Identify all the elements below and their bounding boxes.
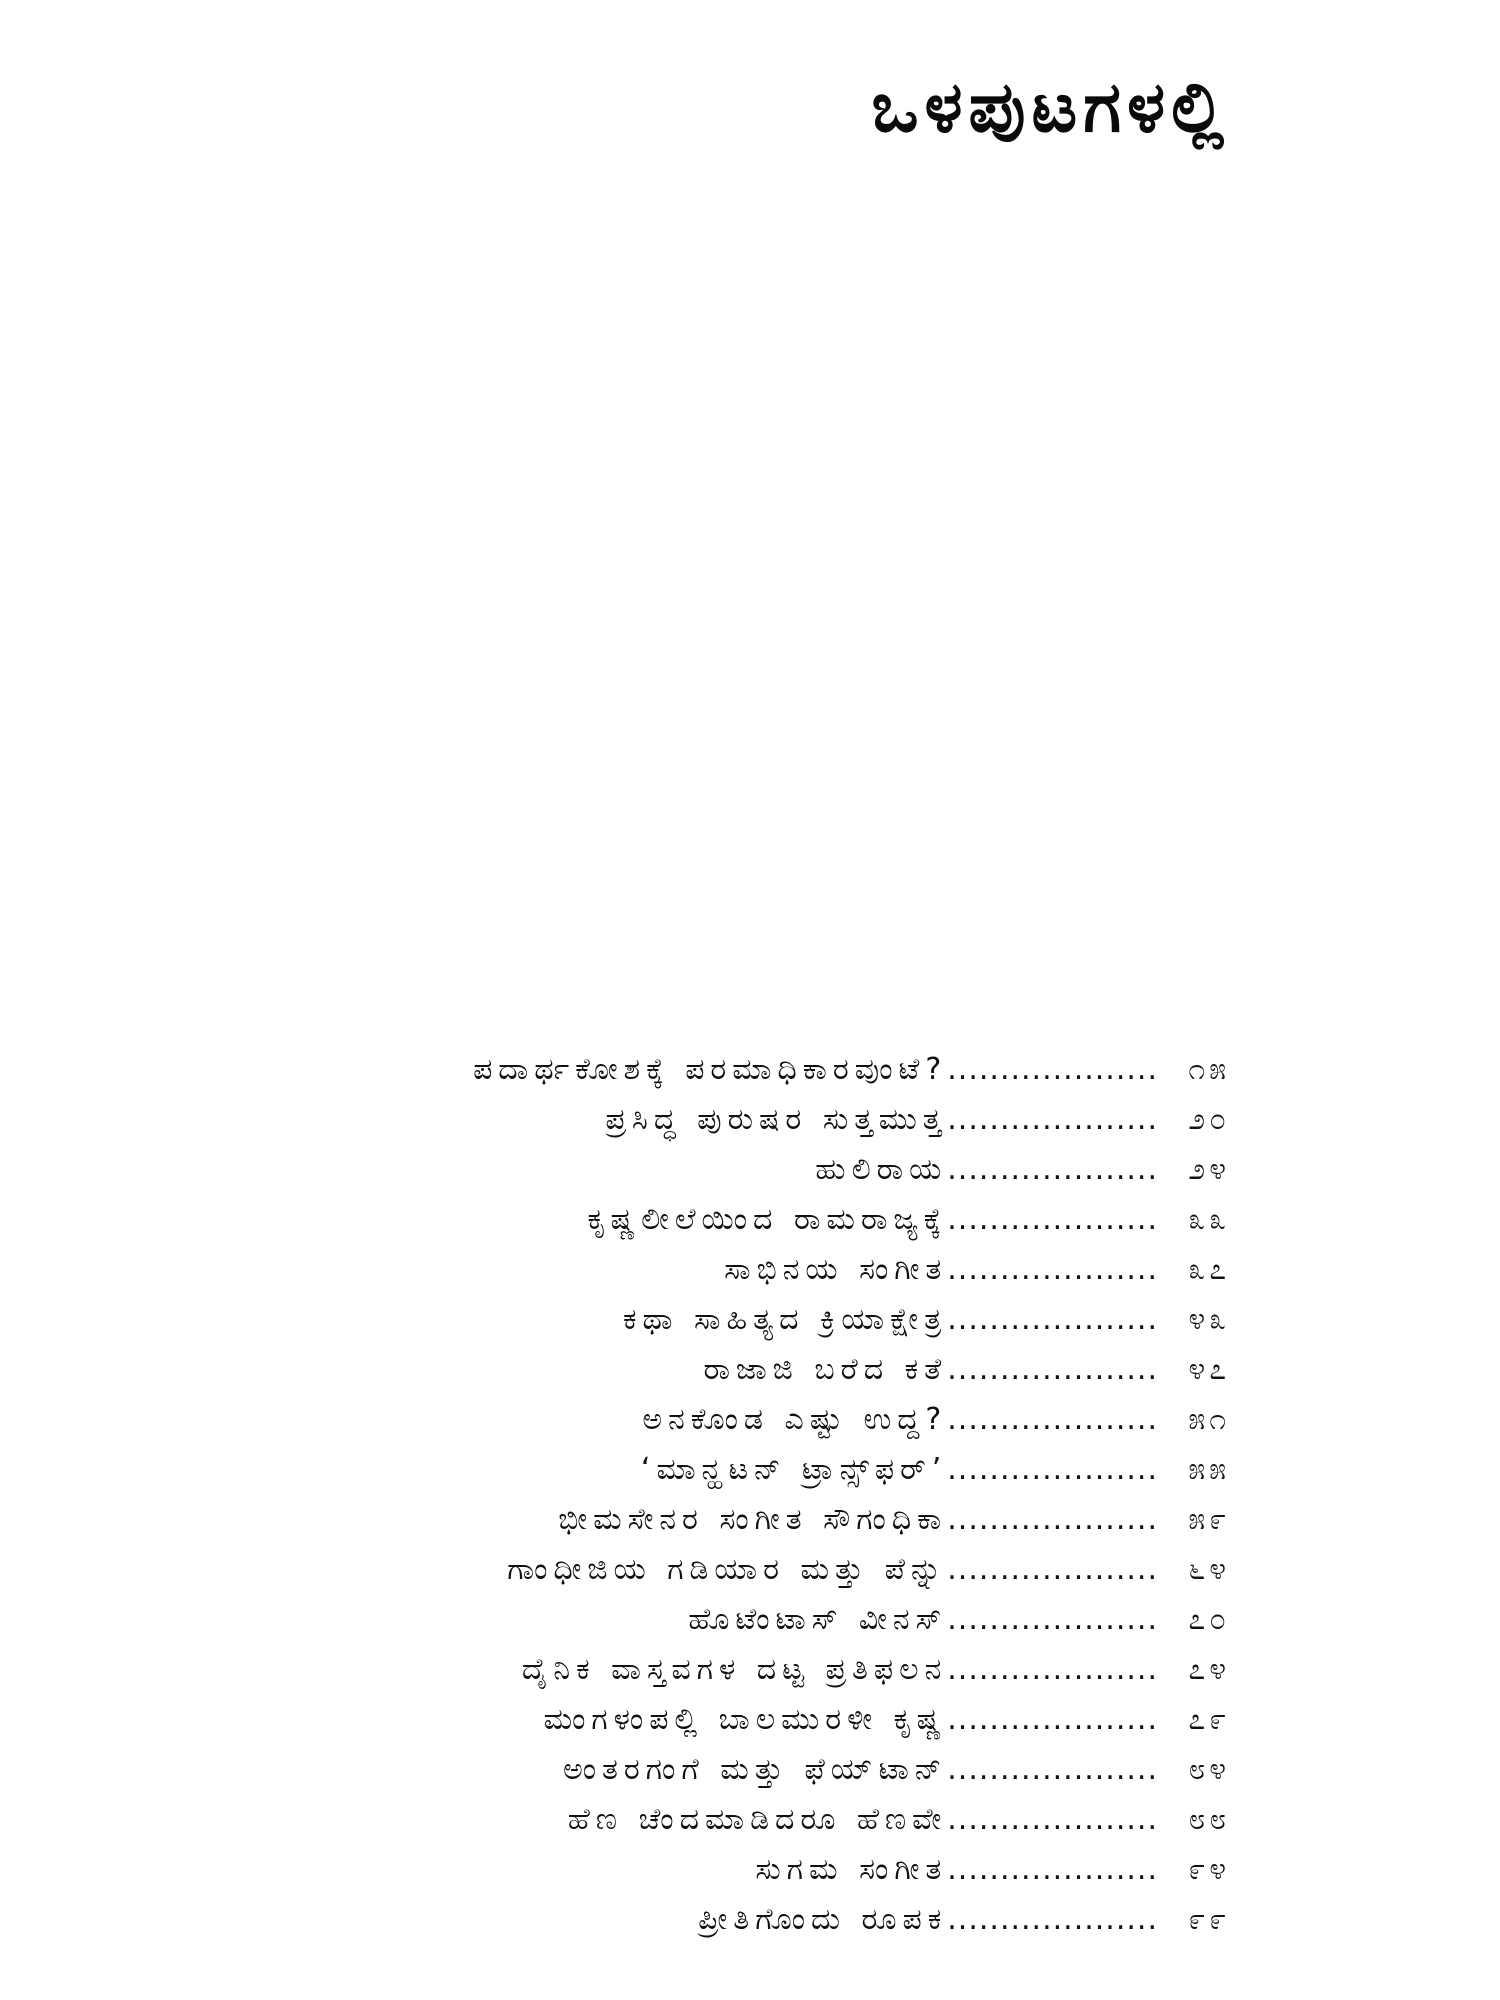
toc-entry[interactable] <box>230 1852 1230 1902</box>
toc-entry[interactable] <box>230 1602 1230 1652</box>
toc-entry-page: ೪೩ <box>1188 1302 1230 1337</box>
toc-entry-page: ೬೪ <box>1188 1552 1230 1587</box>
toc-leader-dots: .................... <box>947 1652 1158 1687</box>
toc-leader-dots: .................... <box>947 1802 1158 1837</box>
toc-entry-title: ದೈನಿಕ ವಾಸ್ತವಗಳ ದಟ್ಟ ಪ್ರತಿಫಲನ <box>521 1652 948 1687</box>
toc-entry[interactable] <box>230 1452 1230 1502</box>
toc-entry[interactable] <box>230 1352 1230 1402</box>
toc-entry-page: ೫೧ <box>1188 1402 1230 1437</box>
toc-leader-dots: .................... <box>947 1502 1158 1537</box>
toc-entry-page: ೨೪ <box>1188 1152 1230 1187</box>
toc-entry-page: ೭೪ <box>1188 1652 1230 1687</box>
toc-entry-page: ೪೭ <box>1188 1352 1230 1387</box>
toc-leader-dots: .................... <box>947 1202 1158 1237</box>
toc-leader-dots: .................... <box>947 1752 1158 1787</box>
toc-entry[interactable] <box>230 1102 1230 1152</box>
toc-entry-title: ಹೆಣ ಚೆಂದಮಾಡಿದರೂ ಹೆಣವೇ <box>567 1802 948 1837</box>
toc-leader-dots: .................... <box>947 1602 1158 1637</box>
toc-entry[interactable] <box>230 1302 1230 1352</box>
toc-entry[interactable] <box>230 1802 1230 1852</box>
toc-entry[interactable] <box>230 1902 1230 1952</box>
toc-entry-title: ಮಂಗಳಂಪಲ್ಲಿ ಬಾಲಮುರಳೀ ಕೃಷ್ಣ <box>543 1702 948 1737</box>
toc-entry-page: ೧೫ <box>1188 1052 1230 1087</box>
toc-entry-title: ಹುಲಿರಾಯ <box>815 1152 948 1187</box>
toc-leader-dots: .................... <box>947 1702 1158 1737</box>
toc-entry[interactable] <box>230 1502 1230 1552</box>
toc-entry-page: ೭೦ <box>1188 1602 1230 1637</box>
toc-entry[interactable] <box>230 1202 1230 1252</box>
toc-entry-title: ಪ್ರಸಿದ್ಧ ಪುರುಷರ ಸುತ್ತಮುತ್ತ <box>605 1102 948 1137</box>
toc-entry-title: ಅಂತರಗಂಗೆ ಮತ್ತು ಫೆಯ್‌ಟಾನ್ <box>562 1752 948 1787</box>
toc-entry-title: ಪ್ರೀತಿಗೊಂದು ರೂಪಕ <box>698 1902 948 1937</box>
toc-entry-title: ಪದಾರ್ಥಕೋಶಕ್ಕೆ ಪರಮಾಧಿಕಾರವುಂಟೆ? <box>473 1052 948 1087</box>
toc-entry-page: ೯೪ <box>1188 1852 1230 1887</box>
toc-entry-title: ಸಾಭಿನಯ ಸಂಗೀತ <box>724 1252 948 1287</box>
toc-entry[interactable] <box>230 1152 1230 1202</box>
toc-leader-dots: .................... <box>947 1552 1158 1587</box>
toc-leader-dots: .................... <box>947 1102 1158 1137</box>
toc-entry[interactable] <box>230 1652 1230 1702</box>
toc-entry-page: ೭೯ <box>1188 1702 1230 1737</box>
toc-leader-dots: .................... <box>947 1402 1158 1437</box>
toc-entry-page: ೮೮ <box>1188 1802 1230 1837</box>
toc-leader-dots: .................... <box>947 1152 1158 1187</box>
toc-entry-page: ೨೦ <box>1188 1102 1230 1137</box>
toc-entry[interactable] <box>230 1052 1230 1102</box>
page-title: ಒಳಪುಟಗಳಲ್ಲಿ <box>871 66 1230 148</box>
toc-entry-title: ‘ಮಾನ್ಹಟನ್ ಟ್ರಾನ್ಸ್‌ಫರ್’ <box>640 1452 948 1487</box>
toc-entry-page: ೮೪ <box>1188 1752 1230 1787</box>
toc-leader-dots: .................... <box>947 1252 1158 1287</box>
toc-entry-title: ಭೀಮಸೇನರ ಸಂಗೀತ ಸೌಗಂಧಿಕಾ <box>558 1502 948 1537</box>
toc-leader-dots: .................... <box>947 1302 1158 1337</box>
toc-entry-title: ಕಥಾ ಸಾಹಿತ್ಯದ ಕ್ರಿಯಾಕ್ಷೇತ್ರ <box>623 1302 948 1337</box>
toc-entry-page: ೩೭ <box>1188 1252 1230 1287</box>
table-of-contents <box>230 1052 1230 1952</box>
toc-entry-page: ೫೫ <box>1188 1452 1230 1487</box>
toc-leader-dots: .................... <box>947 1352 1158 1387</box>
toc-entry-title: ರಾಜಾಜಿ ಬರೆದ ಕತೆ <box>703 1352 948 1387</box>
toc-entry-title: ಸುಗಮ ಸಂಗೀತ <box>755 1852 948 1887</box>
toc-leader-dots: .................... <box>947 1452 1158 1487</box>
toc-entry[interactable] <box>230 1752 1230 1802</box>
toc-entry[interactable] <box>230 1552 1230 1602</box>
toc-leader-dots: .................... <box>947 1052 1158 1087</box>
toc-entry-title: ಕೃಷ್ಣಲೀಲೆಯಿಂದ ರಾಮರಾಜ್ಯಕ್ಕೆ <box>587 1202 948 1237</box>
toc-entry[interactable] <box>230 1252 1230 1302</box>
toc-entry-title: ಅನಕೊಂಡ ಎಷ್ಟು ಉದ್ದ? <box>642 1402 948 1437</box>
toc-entry-page: ೩೩ <box>1188 1202 1230 1237</box>
toc-leader-dots: .................... <box>947 1852 1158 1887</box>
toc-entry[interactable] <box>230 1402 1230 1452</box>
toc-entry[interactable] <box>230 1702 1230 1752</box>
toc-leader-dots: .................... <box>947 1902 1158 1937</box>
toc-entry-page: ೯೯ <box>1188 1902 1230 1937</box>
toc-entry-title: ಗಾಂಧೀಜಿಯ ಗಡಿಯಾರ ಮತ್ತು ಪೆನ್ನು <box>507 1552 948 1587</box>
toc-entry-title: ಹೊಟೆಂಟಾಸ್ ವೀನಸ್ <box>688 1602 948 1637</box>
toc-entry-page: ೫೯ <box>1188 1502 1230 1537</box>
